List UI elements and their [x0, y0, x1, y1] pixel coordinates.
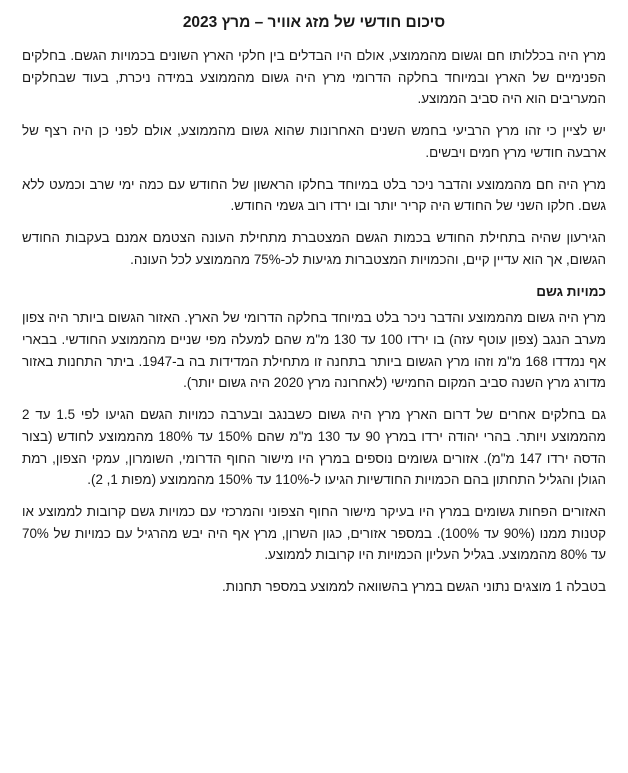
intro-paragraph-4: הגירעון שהיה בתחילת החודש בכמות הגשם המצטברת מתחילת העונה הצטמם אמנם בעקבות החודש הגשום, אך הוא עדיין קיים, והכמויות המצטברות מגיעות לכ-75% מהממוצע לכל העונה.	[22, 229, 606, 267]
intro-paragraph-2: יש לציין כי זהו מרץ הרביעי בחמש השנים האחרונות שהוא גשום מהממוצע, אולם לפני כן היה רצף של ארבעה חודשי מרץ חמים ויבשים.	[22, 123, 606, 160]
intro-paragraph-3: מרץ היה חם מהממוצע והדבר ניכר בלט במיוחד בחלקו הראשון של החודש עם כמה ימי שרב וכמעט ללא גשם. חלקו השני של החודש היה קריר יותר ובו ירדו רוב גשמי החודש.	[22, 176, 606, 214]
section-heading-rainfall: כמויות גשם	[536, 284, 606, 300]
rainfall-paragraph-3: האזורים הפחות גשומים במרץ היו בעיקר מישור החוף הצפוני והמרכזי עם כמויות גשם קרובות לממוצע או קטנות ממנו (90% עד 100%). במספר אזורים, כגון השרון, מרץ אף היה יבש מהרגיל עם כמויות של 70% עד 80% מהממוצע. בגליל העליון הכמויות היו קרובות לממוצע.	[22, 503, 607, 563]
intro-paragraph-1: מרץ היה בכללותו חם וגשום מהממוצע, אולם היו הבדלים בין חלקי הארץ השונים בכמויות הגשם. בחלקים הפנימיים של הארץ ובמיוחד בחלקה הדרומי מרץ היה גשום מהממוצע במידה ניכרת, בעוד שבחלקים המעריבים הוא היה סביב הממוצע.	[22, 48, 606, 107]
page-title: סיכום חודשי של מזג אוויר – מרץ 2023	[182, 14, 446, 31]
rainfall-paragraph-4: בטבלה 1 מוצגים נתוני הגשם במרץ בהשוואה לממוצע במספר תחנות.	[222, 579, 606, 595]
rainfall-paragraph-1: מרץ היה גשום מהממוצע והדבר ניכר בלט במיוחד בחלקה הדרומי של הארץ. האזור הגשום ביותר היה צפון מערב הנגב (צפון עוטף עזה) בו ירדו 100 עד 130 מ"מ שהם למעלה מפי שניים מהממוצע החודשי. בבארי אף נמדדו 168 מ"מ וזהו מרץ הגשום ביותר בתחנה זו מתחילת המדידות בה ב-1947. ביתר התחנות באזור מדורג מרץ השנה סביב המקום החמישי (לאחרונה מרץ 2020 היה גשום יותר).	[22, 310, 607, 391]
rainfall-paragraph-2: גם בחלקים אחרים של דרום הארץ מרץ היה גשום כשבנגב ובערבה כמויות הגשם הגיעו לפי 1.5 עד 2 מהממוצע ויותר. בהרי יהודה ירדו במרץ 90 עד 130 מ"מ שהם 150% עד 180% מהממוצע לחודש (בצור הדסה ירדו 147 מ"מ). אזורים גשומים נוספים במרץ היו מישור החוף הדרומי, השומרון, עמקי הצפון, רמת הגולן והגליל התחתון בהם הכמויות החודשיות הגיעו ל-110% עד 150% מהממוצע (מפות 1, 2).	[22, 407, 607, 488]
